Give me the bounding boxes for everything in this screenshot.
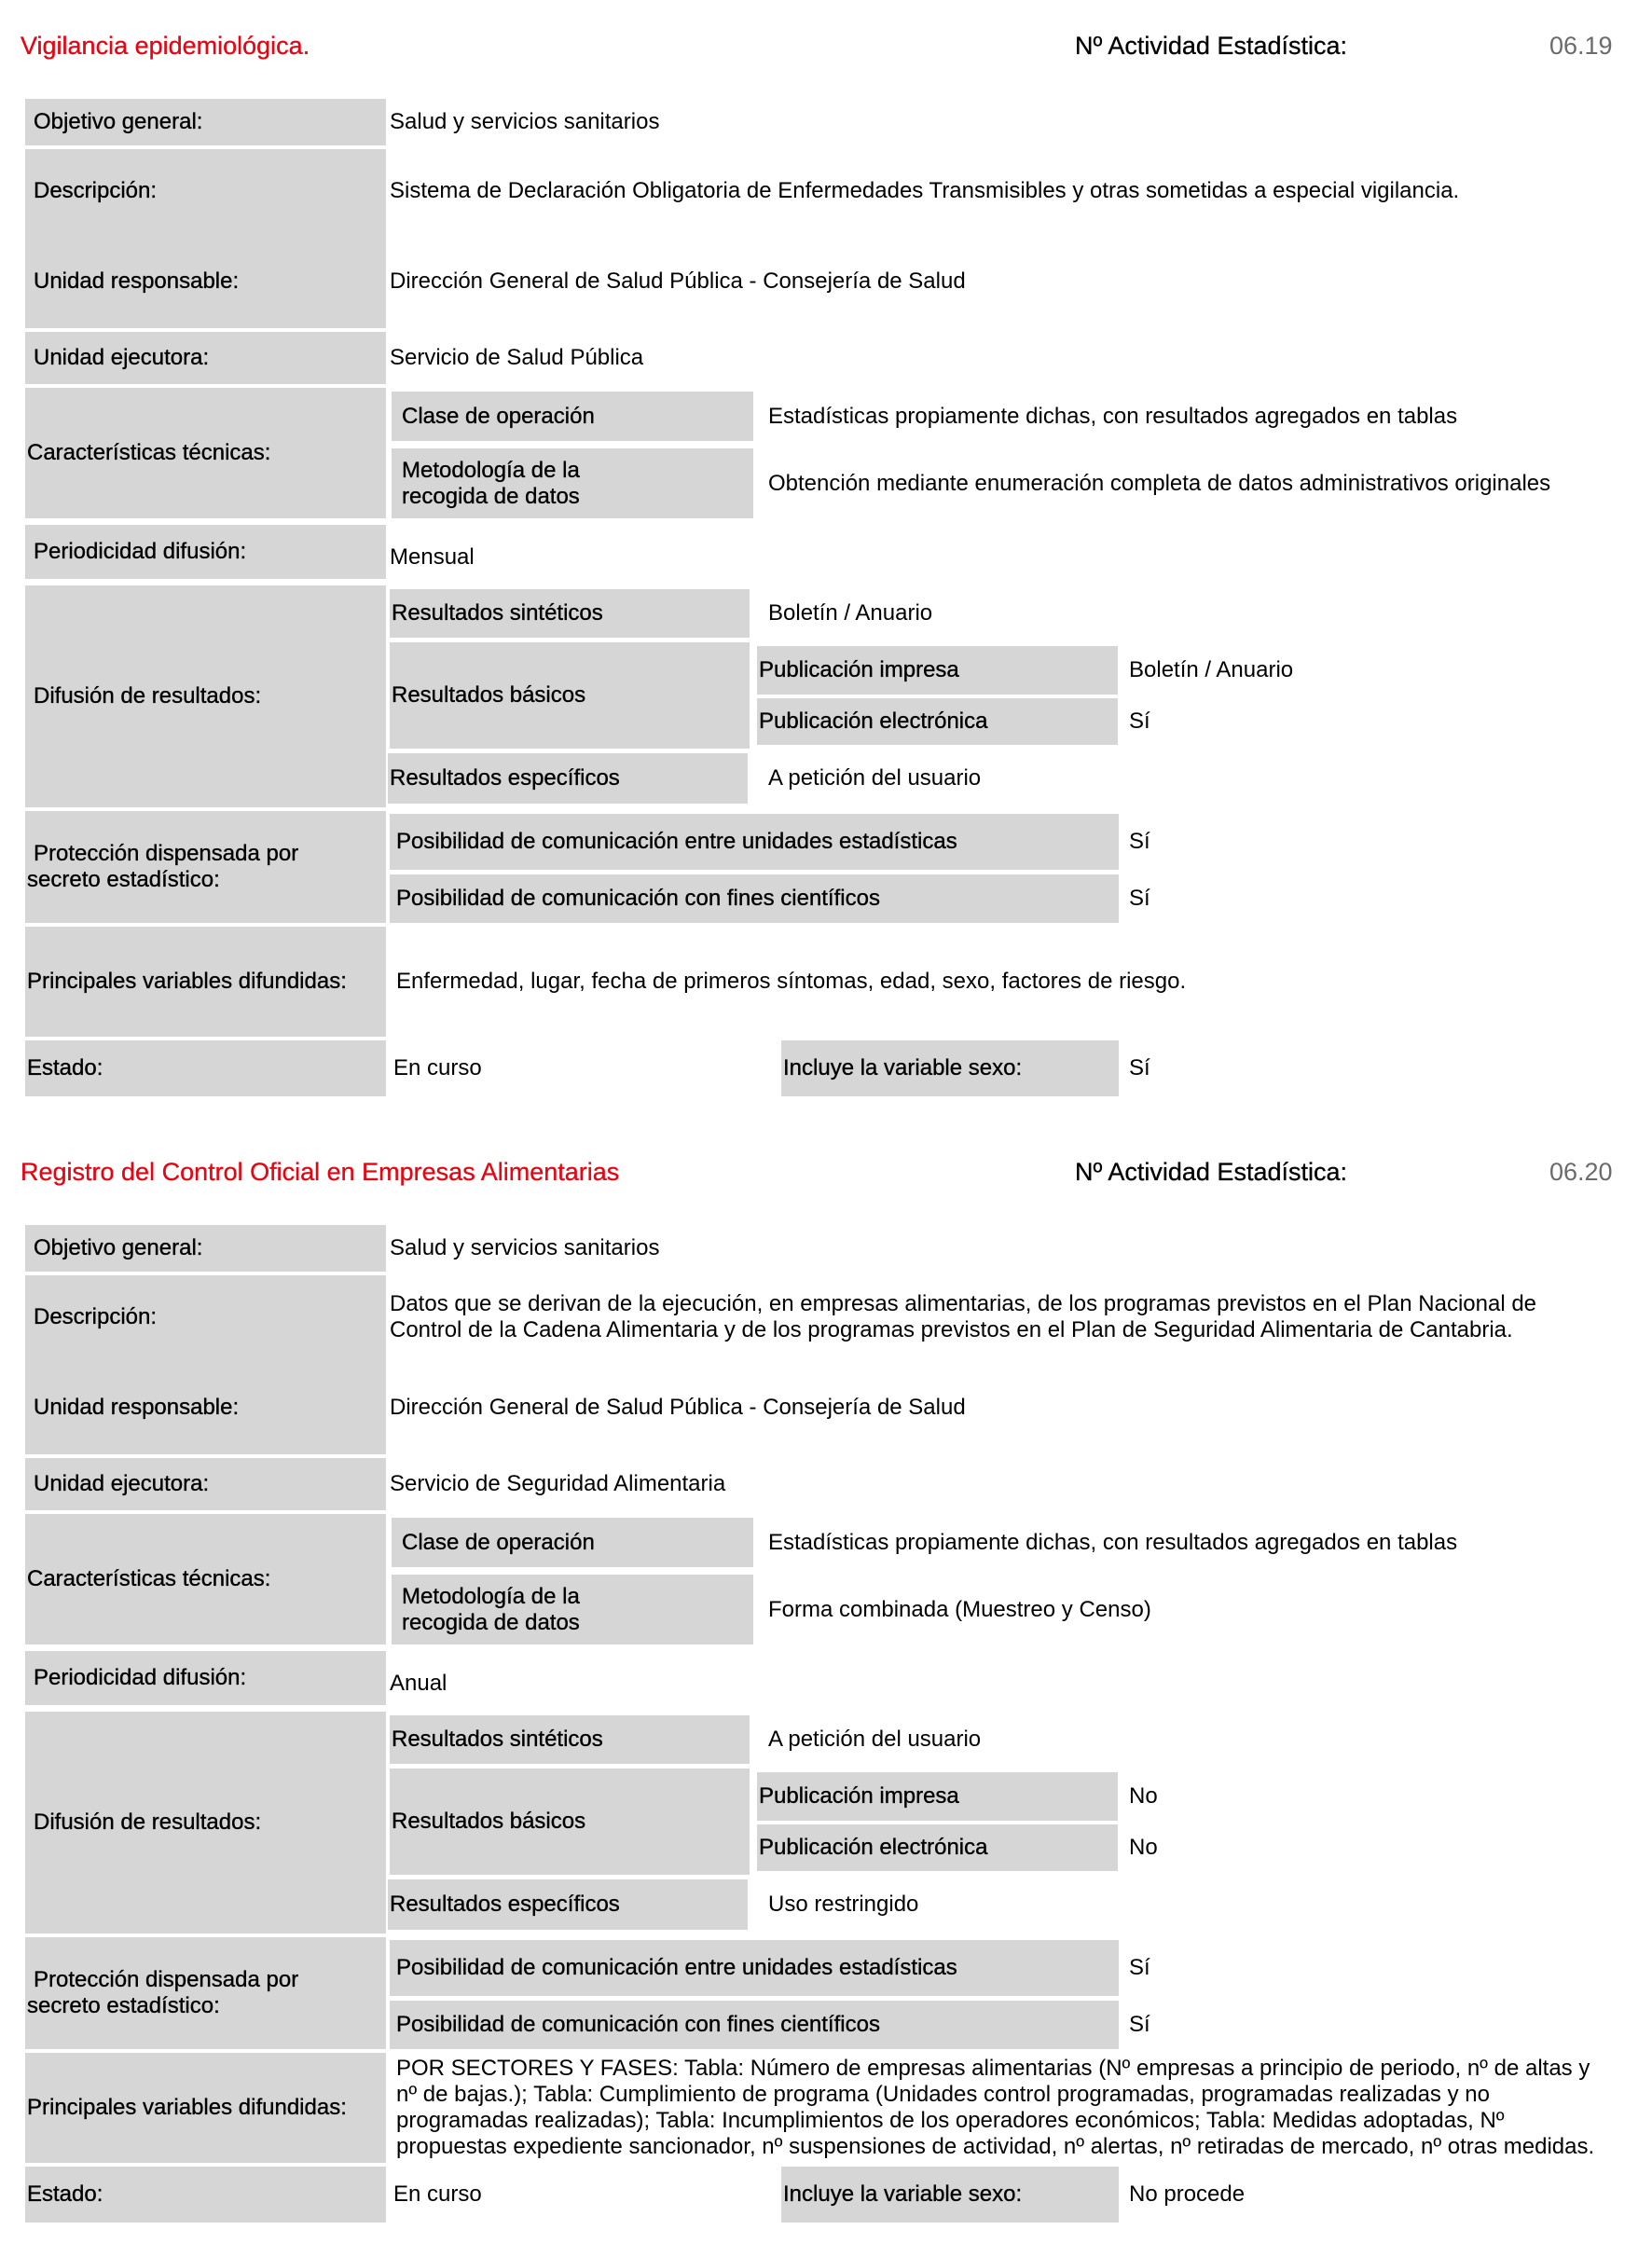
com-cientificos-label: Posibilidad de comunicación con fines científicos: [390, 2001, 1119, 2049]
proteccion-label-line1: Protección dispensada por: [34, 1967, 299, 1992]
unidad-responsable-label: Unidad responsable:: [34, 268, 240, 294]
incluye-sexo-value: Sí: [1129, 1055, 1150, 1080]
objetivo-label: Objetivo general:: [25, 1225, 386, 1272]
pub-impresa-label: Publicación impresa: [757, 646, 1118, 695]
proteccion-label-line2: secreto estadístico:: [27, 867, 220, 892]
variables-line: POR SECTORES Y FASES: Tabla: Número de empresas alimentarias (Nº empresas a principio de periodo, nº de altas y: [396, 2056, 1590, 2081]
descripcion-line: Sistema de Declaración Obligatoria de Enfermedades Transmisibles y otras sometidas a especial vigilancia.: [390, 178, 1460, 203]
estado-value: En curso: [393, 1055, 482, 1080]
clase-operacion-value: Estadísticas propiamente dichas, con resultados agregados en tablas: [768, 1529, 1458, 1555]
difusion-label: Difusión de resultados:: [25, 585, 386, 807]
activity-title: Vigilancia epidemiológica.: [21, 32, 310, 60]
pub-impresa-value: Boletín / Anuario: [1129, 657, 1294, 682]
activity-title: Registro del Control Oficial en Empresas Alimentarias: [21, 1158, 620, 1186]
estado-label: Estado:: [25, 2167, 386, 2223]
descripcion-value: [390, 172, 1611, 210]
unidad-ejecutora-value: Servicio de Seguridad Alimentaria: [390, 1471, 726, 1496]
descripcion-label: Descripción:: [34, 1304, 158, 1329]
variables-line: Enfermedad, lugar, fecha de primeros síntomas, edad, sexo, factores de riesgo.: [396, 969, 1187, 994]
activity-number: 06.20: [1549, 1158, 1613, 1186]
metodologia-label-line1: Metodología de la: [402, 457, 580, 483]
periodicidad-value: Mensual: [390, 544, 475, 570]
incluye-sexo-value: No procede: [1129, 2181, 1246, 2207]
com-unidades-value: Sí: [1129, 829, 1150, 854]
caracteristicas-label: Características técnicas:: [25, 1514, 386, 1645]
metodologia-label-line1: Metodología de la: [402, 1583, 580, 1609]
sinteticos-label: Resultados sintéticos: [390, 1715, 750, 1764]
metodologia-label: [392, 448, 753, 518]
unidad-responsable-value: Dirección General de Salud Pública - Consejería de Salud: [390, 268, 966, 294]
activity-number-label: Nº Actividad Estadística:: [1075, 32, 1347, 60]
descripcion-line: Control de la Cadena Alimentaria y de los programas previstos en el Plan de Seguridad Alimentaria de Cantabria.: [390, 1317, 1513, 1342]
caracteristicas-label: Características técnicas:: [25, 388, 386, 518]
com-cientificos-label: Posibilidad de comunicación con fines científicos: [390, 874, 1119, 923]
estado-label: Estado:: [25, 1040, 386, 1096]
variables-value: [396, 927, 1618, 1037]
activity-section-2: [0, 1126, 1652, 2245]
com-unidades-label: Posibilidad de comunicación entre unidades estadísticas: [390, 1940, 1119, 1996]
metodologia-label: [392, 1575, 753, 1645]
sinteticos-value: A petición del usuario: [768, 1727, 982, 1752]
periodicidad-value: Anual: [390, 1671, 447, 1696]
activity-section-1: [0, 0, 1652, 1119]
variables-line: programadas realizadas); Tabla: Incumplimientos de los operadores económicos; Tabla: Medidas adoptadas, Nº: [396, 2108, 1505, 2133]
proteccion-label-line1: Protección dispensada por: [34, 841, 299, 866]
proteccion-label-line2: secreto estadístico:: [27, 1993, 220, 2018]
pub-electronica-value: No: [1129, 1835, 1158, 1860]
basicos-label: Resultados básicos: [390, 642, 750, 749]
incluye-sexo-label: Incluye la variable sexo:: [781, 1040, 1119, 1096]
com-unidades-value: Sí: [1129, 1955, 1150, 1980]
especificos-value: A petición del usuario: [768, 765, 982, 791]
pub-impresa-value: No: [1129, 1783, 1158, 1809]
variables-label: Principales variables difundidas:: [25, 927, 386, 1037]
clase-operacion-label: Clase de operación: [392, 1518, 753, 1567]
especificos-label: Resultados específicos: [388, 753, 748, 804]
sinteticos-label: Resultados sintéticos: [390, 589, 750, 638]
clase-operacion-label: Clase de operación: [392, 392, 753, 441]
com-unidades-label: Posibilidad de comunicación entre unidades estadísticas: [390, 814, 1119, 870]
proteccion-label: [25, 1937, 386, 2049]
variables-label: Principales variables difundidas:: [25, 2053, 386, 2163]
metodologia-label-line2: recogida de datos: [402, 483, 580, 509]
pub-electronica-label: Publicación electrónica: [757, 698, 1118, 745]
basicos-label: Resultados básicos: [390, 1768, 750, 1875]
proteccion-label: [25, 811, 386, 923]
com-cientificos-value: Sí: [1129, 886, 1150, 911]
objetivo-value: Salud y servicios sanitarios: [390, 1235, 660, 1260]
unidad-responsable-value: Dirección General de Salud Pública - Consejería de Salud: [390, 1395, 966, 1420]
unidad-ejecutora-label: Unidad ejecutora:: [25, 1458, 386, 1510]
periodicidad-label: Periodicidad difusión:: [25, 1651, 386, 1705]
especificos-value: Uso restringido: [768, 1892, 919, 1917]
pub-impresa-label: Publicación impresa: [757, 1772, 1118, 1821]
periodicidad-label: Periodicidad difusión:: [25, 525, 386, 579]
descripcion-value: [390, 1289, 1620, 1345]
metodologia-label-line2: recogida de datos: [402, 1609, 580, 1635]
metodologia-value: Forma combinada (Muestreo y Censo): [768, 1596, 1151, 1622]
sinteticos-value: Boletín / Anuario: [768, 600, 933, 626]
pub-electronica-label: Publicación electrónica: [757, 1824, 1118, 1871]
unidad-ejecutora-value: Servicio de Salud Pública: [390, 345, 644, 370]
clase-operacion-value: Estadísticas propiamente dichas, con resultados agregados en tablas: [768, 403, 1458, 429]
difusion-label: Difusión de resultados:: [25, 1712, 386, 1934]
descripcion-label: Descripción:: [34, 178, 158, 203]
pub-electronica-value: Sí: [1129, 709, 1150, 734]
com-cientificos-value: Sí: [1129, 2012, 1150, 2037]
variables-line: propuestas expediente sancionador, nº suspensiones de actividad, nº alertas, nº retiradas de mercado, nº otras medidas.: [396, 2134, 1595, 2159]
especificos-label: Resultados específicos: [388, 1879, 748, 1930]
descripcion-line: Datos que se derivan de la ejecución, en empresas alimentarias, de los programas previstos en el Plan Nacional de: [390, 1291, 1537, 1316]
objetivo-label: Objetivo general:: [25, 99, 386, 145]
estado-value: En curso: [393, 2181, 482, 2207]
variables-line: nº de bajas.); Tabla: Cumplimiento de programa (Unidades control programadas, programadas realizadas y no: [396, 2082, 1490, 2107]
unidad-responsable-label: Unidad responsable:: [34, 1395, 240, 1420]
incluye-sexo-label: Incluye la variable sexo:: [781, 2167, 1119, 2223]
activity-number-label: Nº Actividad Estadística:: [1075, 1158, 1347, 1186]
metodologia-value: Obtención mediante enumeración completa de datos administrativos originales: [768, 470, 1551, 496]
objetivo-value: Salud y servicios sanitarios: [390, 109, 660, 134]
unidad-ejecutora-label: Unidad ejecutora:: [25, 332, 386, 384]
activity-number: 06.19: [1549, 32, 1613, 60]
variables-value: [396, 2053, 1645, 2163]
